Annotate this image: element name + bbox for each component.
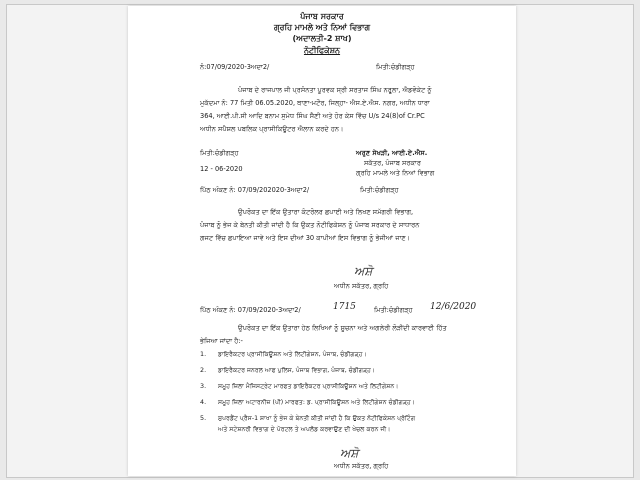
- recipient-3: ਸਮੂਹ ਜ਼ਿਲਾ ਮੈਜਿਸਟ੍ਰੇਟ ਮਾਰਫਤ ਡਾਇਰੈਕਟਰ ਪ੍ਰਾਸੀਕਿਊਸ਼ਨ ਅਤੇ ਲਿਟੀਗੇਸ਼ਨ।: [218, 383, 399, 390]
- signatory3-signature: ਅਸ਼ੋ: [340, 446, 359, 460]
- place-label: ਮਿਤੀ:ਚੰਡੀਗੜ੍ਹ: [200, 149, 239, 157]
- recipient-5-line-2: ਅਤੇ ਸਟੇਸ਼ਨਰੀ ਵਿਭਾਗ ਦੇ ਪੋਰਟਲ ਤੇ ਅਪਲੋਡ ਕਰਵਾਉਣ ਦੀ ਖੇਚਲ ਕਰਨ ਜੀ।: [218, 426, 391, 433]
- document-page: [128, 6, 516, 476]
- para3-line-1: ਉਪਰੋਕਤ ਦਾ ਇੱਕ ਉਤਾਰਾ ਹੇਠ ਲਿਖਿਆਂ ਨੂੰ ਸੂਚਨਾ ਅਤੇ ਅਗਲੇਰੀ ਲੋੜੀਂਦੀ ਕਾਰਵਾਈ ਹਿੱਤ: [238, 324, 447, 332]
- recipient-2-number: 2.: [200, 366, 207, 374]
- ref1-number: ਨੰ:07/09/2020-3ਅਦਾ2/: [200, 63, 270, 71]
- para2-line-1: ਉਪਰੋਕਤ ਦਾ ਇੱਕ ਉਤਾਰਾ ਕੰਟਰੋਲਰ ਛਪਾਈ ਅਤੇ ਲਿਖਣ ਸਮੱਗਰੀ ਵਿਭਾਗ,: [238, 208, 414, 216]
- header-line-branch: (ਅਦਾਲਤੀ-2 ਸ਼ਾਖ): [292, 34, 352, 43]
- recipient-4: ਸਮੂਹ ਜ਼ਿਲਾ ਅਟਾਰਨੀਜ਼ (ਪੀ) ਮਾਰਫਤ: ਡ. ਪ੍ਰਾਸੀਕਿਊਸ਼ਨ ਅਤੇ ਲਿਟੀਗੇਸ਼ਨ ਚੰਡੀਗੜ੍ਹ।: [218, 399, 415, 406]
- issue-date: 12 - 06-2020: [200, 165, 243, 173]
- recipient-1-number: 1.: [200, 350, 207, 358]
- ref1-date: ਮਿਤੀ:ਚੰਡੀਗੜ੍ਹ: [376, 63, 415, 71]
- signatory1-name: ਅਰੁਣ ਸੇਖੜੀ, ਆਈ.ਏ.ਐਸ.: [356, 149, 428, 157]
- ref3-handwritten-date: 12/6/2020: [430, 302, 477, 312]
- ref3-date-label: ਮਿਤੀ:ਚੰਡੀਗੜ੍ਹ: [374, 306, 413, 314]
- para3-line-2: ਭੇਜਿਆ ਜਾਂਦਾ ਹੈ:-: [200, 337, 243, 345]
- ref2-number: ਪਿੱਠ ਅੰਕਣ ਨੰ: 07/09/202020-3ਅਦਾ2/: [200, 186, 310, 194]
- ref2-date: ਮਿਤੀ:ਚੰਡੀਗੜ੍ਹ: [360, 186, 399, 194]
- ref3-number: ਪਿੱਠ ਅੰਕਣ ਨੰ: 07/09/2020-3ਅਦਾ2/: [200, 306, 301, 314]
- para1-line-3: 364, ਆਈ.ਪੀ.ਸੀ ਆਦਿ ਬਨਾਮ ਸੁਮੇਧ ਸਿੰਘ ਸੈਣੀ ਅਤੇ ਹੋਰ ਕੇਸ ਵਿੱਚ U/s 24(8)of Cr.PC: [200, 112, 425, 120]
- recipient-4-number: 4.: [200, 398, 207, 406]
- recipient-5-line-1: ਸੁਪਰਡੈਂਟ ਪ੍ਰੈਸ-1 ਸ਼ਾਖਾ ਨੂੰ ਭੇਜ ਕੇ ਬੇਨਤੀ ਕੀਤੀ ਜਾਂਦੀ ਹੈ ਕਿ ਉਕਤ ਨੋਟੀਫਿਕੇਸ਼ਨ ਪ੍ਰੋਟਿੰਗ: [218, 415, 416, 422]
- header-notification: ਨੋਟੀਫਿਕੇਸ਼ਨ: [303, 46, 341, 55]
- recipient-5-number: 5.: [200, 414, 207, 422]
- ref3-handwritten-number: 1715: [333, 302, 356, 312]
- para2-line-3: ਗਜਟ ਵਿੱਚ ਛਪਾਇਆ ਜਾਵੇ ਅਤੇ ਇਸ ਦੀਆਂ 30 ਕਾਪੀਆਂ ਇਸ ਵਿਭਾਗ ਨੂੰ ਭੇਜੀਆਂ ਜਾਣ।: [200, 234, 411, 242]
- para1-line-1: ਪੰਜਾਬ ਦੇ ਰਾਜਪਾਲ ਜੀ ਪ੍ਰਸੰਨਤਾ ਪੂਰਵਕ ਸ੍ਰੀ ਸਰਤਾਜ ਸਿੰਘ ਨਰੂਲਾ, ਐਡਵੋਕੇਟ ਨੂੰ: [238, 86, 432, 94]
- para1-line-4: ਅਧੀਨ ਸਪੈਸ਼ਲ ਪਬਲਿਕ ਪ੍ਰਾਸੀਕਿਊਟਰ ਐਲਾਨ ਕਰਦੇ ਹਨ।: [200, 125, 344, 133]
- recipient-3-number: 3.: [200, 382, 207, 390]
- recipient-2: ਡਾਇਰੈਕਟਰ ਜਨਰਲ ਆਫ ਪੁਲਿਸ, ਪੰਜਾਬ ਵਿਭਾਗ, ਪੰਜਾਬ, ਚੰਡੀਗੜ੍ਹ।: [218, 367, 376, 374]
- recipient-1: ਡਾਇਰੈਕਟਰ ਪ੍ਰਾਸੀਕਿਊਸ਼ਨ ਅਤੇ ਲਿਟੀਗੇਸ਼ਨ, ਪੰਜਾਬ, ਚੰਡੀਗੜ੍ਹ।: [218, 351, 367, 358]
- signatory3-title: ਅਧੀਨ ਸਕੱਤਰ, ਗ੍ਰਹਿ: [334, 462, 389, 470]
- signatory2-title: ਅਧੀਨ ਸਕੱਤਰ, ਗ੍ਰਹਿ: [334, 282, 389, 290]
- header-line-dept: ਗ੍ਰਹਿ ਮਾਮਲੇ ਅਤੇ ਨਿਆਂ ਵਿਭਾਗ: [273, 23, 371, 32]
- signatory2-signature: ਅਸ਼ੋ: [354, 264, 373, 278]
- signatory1-dept: ਗ੍ਰਹਿ ਮਾਮਲੇ ਅਤੇ ਨਿਆਂ ਵਿਭਾਗ: [356, 169, 435, 177]
- header-line-govt: ਪੰਜਾਬ ਸਰਕਾਰ: [300, 12, 344, 21]
- para1-line-2: ਮੁਕੱਦਮਾ ਨੰ: 77 ਮਿਤੀ 06.05.2020, ਥਾਣਾ-ਮਟੌਰ, ਜਿਲ੍ਹਾ- ਐਸ.ਏ.ਐਸ. ਨਗਰ, ਅਧੀਨ ਧਾਰਾ: [200, 99, 430, 107]
- signatory1-title: ਸਕੱਤਰ, ਪੰਜਾਬ ਸਰਕਾਰ: [364, 159, 421, 167]
- para2-line-2: ਪੰਜਾਬ ਨੂੰ ਭੇਜ ਕੇ ਬੇਨਤੀ ਕੀਤੀ ਜਾਂਦੀ ਹੈ ਕਿ ਉਕਤ ਨੋਟੀਫਿਕੇਸ਼ਨ ਨੂੰ ਪੰਜਾਬ ਸਰਕਾਰ ਦੇ ਸਾਧਾਰਨ: [200, 221, 420, 229]
